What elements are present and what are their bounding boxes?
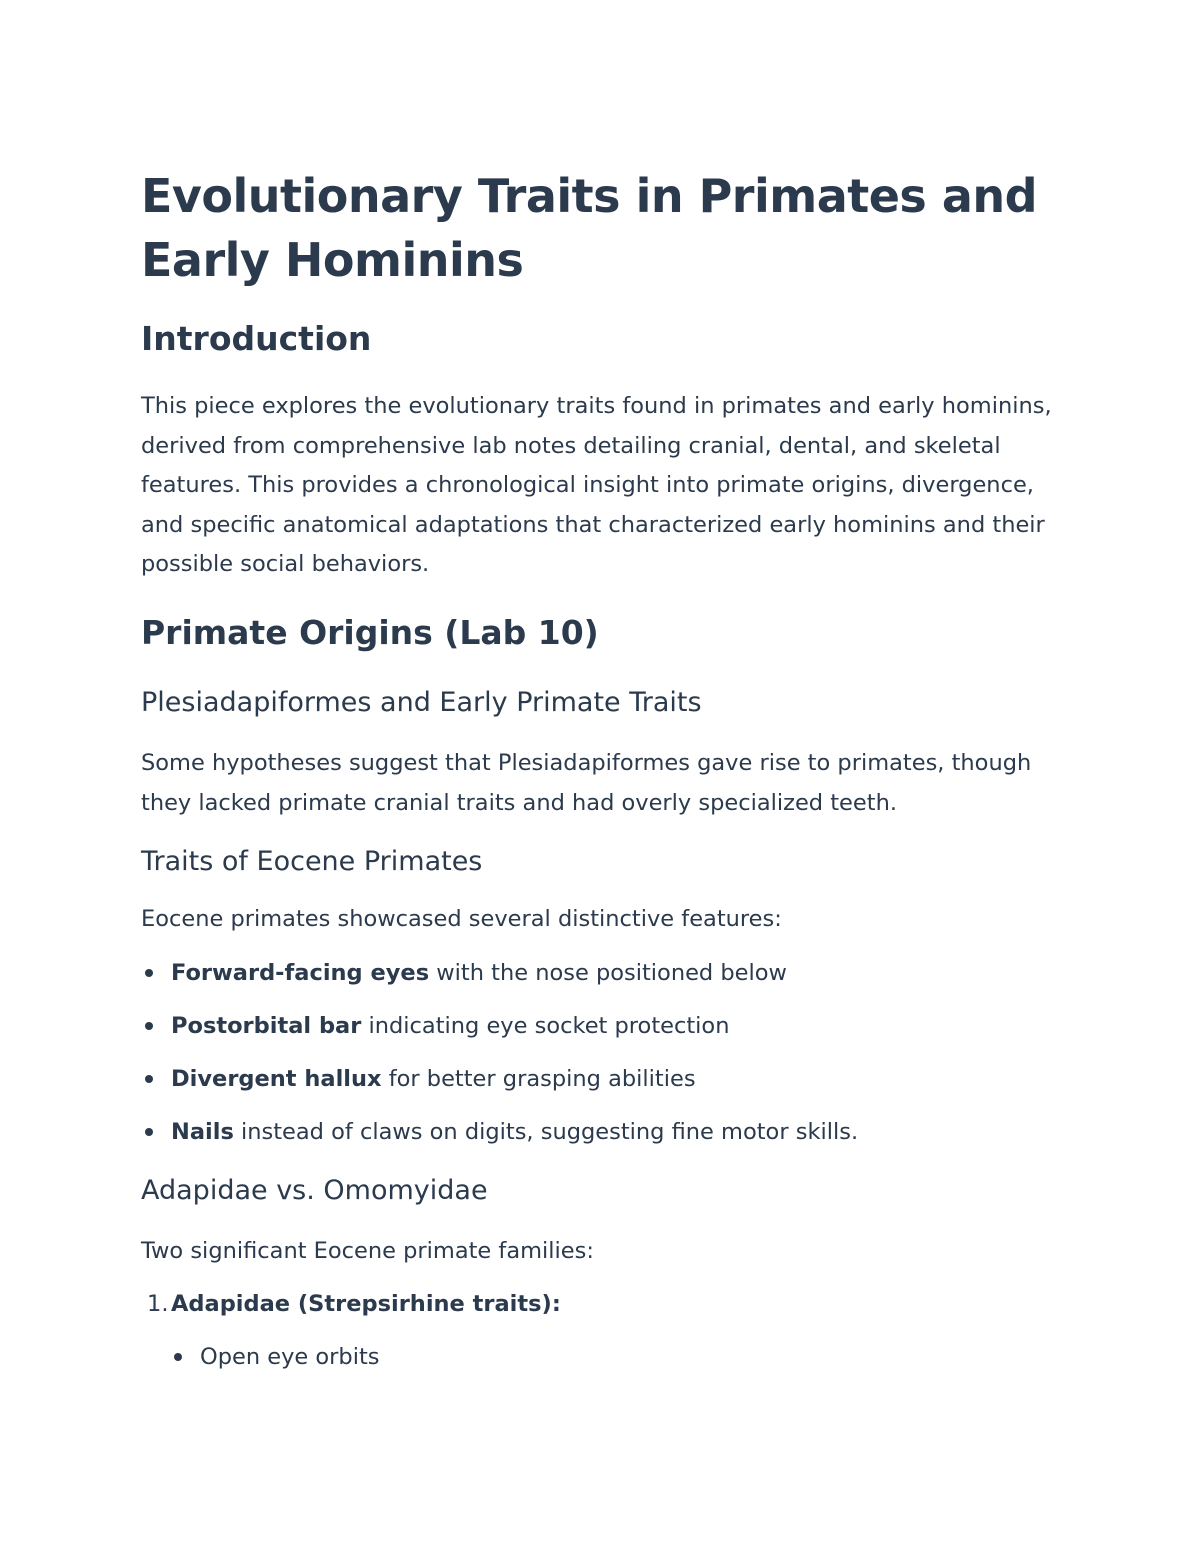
list-item-term: Divergent hallux — [171, 1066, 382, 1092]
heading-eocene-traits: Traits of Eocene Primates — [141, 846, 483, 877]
list-item — [171, 1011, 729, 1041]
families-lead: Two significant Eocene primate families: — [141, 1238, 594, 1264]
bullet-icon — [145, 1128, 153, 1136]
list-item-text: instead of claws on digits, suggesting fine motor skills. — [233, 1119, 859, 1145]
list-item-term: Postorbital bar — [171, 1013, 362, 1039]
numbered-item — [147, 1289, 561, 1319]
bullet-icon — [145, 969, 153, 977]
sub-list-item-text: Open eye orbits — [200, 1344, 380, 1370]
heading-primate-origins: Primate Origins (Lab 10) — [141, 613, 599, 652]
list-item-term: Nails — [171, 1119, 234, 1145]
bullet-icon — [174, 1353, 182, 1361]
eocene-lead: Eocene primates showcased several distinctive features: — [141, 906, 782, 932]
heading-plesiadapiformes: Plesiadapiformes and Early Primate Traits — [141, 687, 702, 718]
list-item-term: Forward-facing eyes — [171, 960, 430, 986]
list-number: 1. — [147, 1291, 169, 1317]
list-item — [171, 1064, 696, 1094]
list-item-text: with the nose positioned below — [429, 960, 787, 986]
numbered-item-label: Adapidae (Strepsirhine traits): — [171, 1291, 561, 1317]
list-item-text: for better grasping abilities — [381, 1066, 696, 1092]
plesiadapiformes-paragraph: Some hypotheses suggest that Plesiadapiformes gave rise to primates, though they lacked primate cranial traits and had overly specialized teeth. — [141, 750, 1032, 816]
list-item — [171, 1117, 858, 1147]
list-item-text: indicating eye socket protection — [361, 1013, 730, 1039]
document-title: Evolutionary Traits in Primates and Early Hominins — [141, 169, 1038, 287]
heading-introduction: Introduction — [141, 319, 372, 358]
intro-paragraph: This piece explores the evolutionary traits found in primates and early hominins, derived from comprehensive lab notes detailing cranial, dental, and skeletal features. This provides a chronological insight into primate origins, divergence, and specific anatomical adaptations that characterized early hominins and their possible social behaviors. — [141, 393, 1052, 577]
list-item — [171, 958, 787, 988]
bullet-icon — [145, 1022, 153, 1030]
heading-adapidae-omomyidae: Adapidae vs. Omomyidae — [141, 1175, 488, 1206]
sub-list-item — [200, 1342, 380, 1372]
bullet-icon — [145, 1075, 153, 1083]
